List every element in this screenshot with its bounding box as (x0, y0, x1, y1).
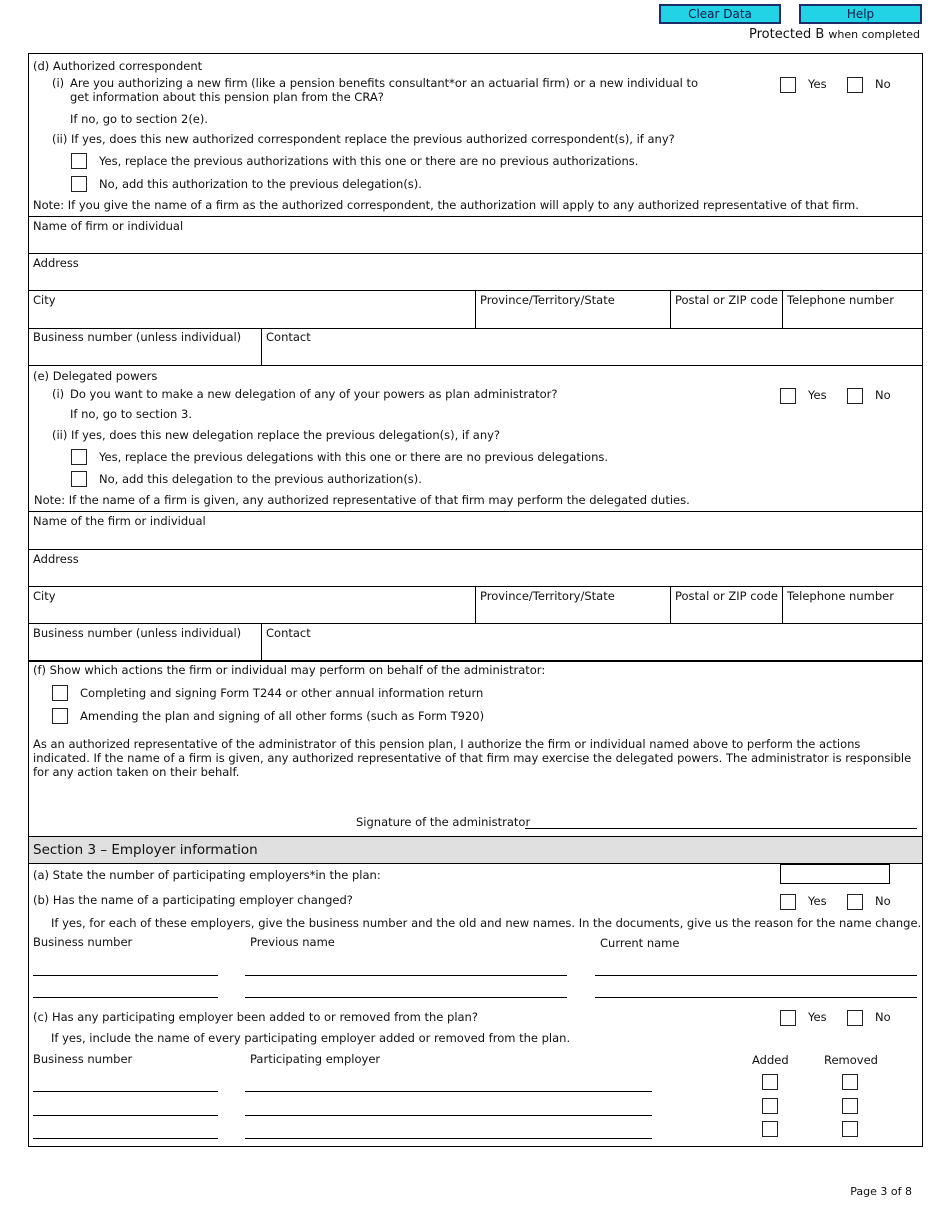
section-3c-no-checkbox[interactable] (847, 1010, 863, 1026)
participating-employer-column-label: Participating employer (250, 1052, 381, 1066)
section-d-phone-field[interactable] (784, 307, 920, 326)
added-checkbox-2[interactable] (762, 1098, 778, 1114)
added-checkbox-3[interactable] (762, 1121, 778, 1137)
section-3c-yes-checkbox[interactable] (780, 1010, 796, 1026)
section-e-opt1: Yes, replace the previous delegations with this one or there are no previous delegations. (99, 450, 609, 464)
no-label: No (875, 1010, 891, 1024)
protected-suffix: when completed (828, 28, 920, 41)
section-d-name-field[interactable] (30, 233, 920, 252)
section-e-q1-text: Do you want to make a new delegation of any of your powers as plan administrator? (70, 387, 558, 401)
section-d-opt2: No, add this authorization to the previous delegation(s). (99, 177, 422, 191)
added-checkbox-1[interactable] (762, 1074, 778, 1090)
section-e-contact-field[interactable] (263, 640, 920, 659)
section-d-phone-label: Telephone number (787, 293, 894, 307)
section-d-title: (d) Authorized correspondent (33, 59, 203, 73)
section-d-address-field[interactable] (30, 270, 920, 289)
section-e-bn-field[interactable] (30, 640, 259, 659)
removed-column-label: Removed (824, 1053, 878, 1067)
section-d-bn-label: Business number (unless individual) (33, 330, 242, 344)
employer-name-line-1[interactable] (245, 1091, 652, 1092)
section-e-q2: (ii) If yes, does this new delegation replace the previous delegation(s), if any? (52, 428, 501, 442)
section-d-province-label: Province/Territory/State (480, 293, 615, 307)
section-d-note: Note: If you give the name of a firm as the authorized correspondent, the authorization will apply to any authorized representative of that firm. (33, 198, 859, 212)
section-d-q1-num: (i) (52, 76, 65, 90)
previous-name-column-label: Previous name (250, 935, 335, 949)
section-e-q1-no-checkbox[interactable] (847, 388, 863, 404)
current-name-column-label: Current name (600, 936, 680, 950)
section-d-q1-yes-checkbox[interactable] (780, 77, 796, 93)
signature-line[interactable] (525, 828, 917, 829)
section-e-address-field[interactable] (30, 566, 920, 585)
clear-data-button[interactable]: Clear Data (659, 4, 781, 24)
section-e-q1-note: If no, go to section 3. (70, 407, 192, 421)
bn-column-label-2: Business number (33, 1052, 133, 1066)
section-e-opt2: No, add this delegation to the previous authorization(s). (99, 472, 422, 486)
section-3c-text: (c) Has any participating employer been added to or removed from the plan? (33, 1010, 478, 1024)
section-e-q1-num: (i) (52, 387, 65, 401)
section-e-address-label: Address (33, 552, 79, 566)
employer-count-field[interactable] (780, 864, 890, 884)
section-e-note: Note: If the name of a firm is given, any authorized representative of that firm may perform the delegated duties. (34, 493, 690, 507)
section-d-address-label: Address (33, 256, 79, 270)
yes-label: Yes (808, 388, 827, 402)
page-number: Page 3 of 8 (850, 1185, 912, 1198)
employer-bn-line-2[interactable] (33, 1115, 218, 1116)
section-e-name-label: Name of the firm or individual (33, 514, 206, 528)
name-change-bn-line-1[interactable] (33, 975, 218, 976)
section-3c-note: If yes, include the name of every participating employer added or removed from the plan. (51, 1031, 571, 1045)
section-f-opt1: Completing and signing Form T244 or other annual information return (80, 686, 484, 700)
section-f-title: (f) Show which actions the firm or individual may perform on behalf of the administrator: (33, 663, 546, 677)
section-d-postal-field[interactable] (672, 307, 780, 326)
section-3-header: Section 3 – Employer information (29, 836, 922, 864)
name-change-bn-line-2[interactable] (33, 997, 218, 998)
section-e-city-label: City (33, 589, 56, 603)
section-d-q2: (ii) If yes, does this new authorized correspondent replace the previous authorized correspondent(s), if any? (52, 132, 675, 146)
employer-name-line-2[interactable] (245, 1115, 652, 1116)
section-f-t244-checkbox[interactable] (52, 685, 68, 701)
previous-name-line-1[interactable] (245, 975, 567, 976)
section-e-add-checkbox[interactable] (71, 471, 87, 487)
no-label: No (875, 388, 891, 402)
section-e-q1-yes-checkbox[interactable] (780, 388, 796, 404)
section-e-title: (e) Delegated powers (33, 369, 158, 383)
employer-bn-line-3[interactable] (33, 1138, 218, 1139)
section-f-amend-checkbox[interactable] (52, 708, 68, 724)
yes-label: Yes (808, 1010, 827, 1024)
previous-name-line-2[interactable] (245, 997, 567, 998)
removed-checkbox-3[interactable] (842, 1121, 858, 1137)
section-d-contact-label: Contact (266, 330, 311, 344)
employer-bn-line-1[interactable] (33, 1091, 218, 1092)
employer-name-line-3[interactable] (245, 1138, 652, 1139)
protected-label (749, 27, 920, 42)
yes-label: Yes (808, 894, 827, 908)
section-3b-note: If yes, for each of these employers, give the business number and the old and new names. In the documents, give us the reason for the name change. (51, 916, 922, 930)
section-d-contact-field[interactable] (263, 344, 920, 363)
signature-label: Signature of the administrator (356, 815, 531, 829)
section-d-replace-checkbox[interactable] (71, 153, 87, 169)
section-3b-text: (b) Has the name of a participating employer changed? (33, 893, 353, 907)
removed-checkbox-2[interactable] (842, 1098, 858, 1114)
protected-text: Protected B (749, 27, 825, 42)
section-3b-yes-checkbox[interactable] (780, 894, 796, 910)
added-column-label: Added (752, 1053, 789, 1067)
section-f-opt2: Amending the plan and signing of all other forms (such as Form T920) (80, 709, 485, 723)
removed-checkbox-1[interactable] (842, 1074, 858, 1090)
section-e-phone-field[interactable] (784, 603, 920, 622)
section-e-city-field[interactable] (30, 603, 473, 622)
section-d-q1-no-checkbox[interactable] (847, 77, 863, 93)
section-d-bn-field[interactable] (30, 344, 259, 363)
section-d-q1-note: If no, go to section 2(e). (70, 112, 209, 126)
section-e-bn-label: Business number (unless individual) (33, 626, 242, 640)
section-d-province-field[interactable] (477, 307, 668, 326)
section-e-phone-label: Telephone number (787, 589, 894, 603)
section-d-city-field[interactable] (30, 307, 473, 326)
section-d-q1-text: Are you authorizing a new firm (like a pension benefits consultant*or an actuarial firm) or a new individual to get information about this pension plan from the CRA? (70, 76, 699, 104)
no-label: No (875, 894, 891, 908)
section-d-add-checkbox[interactable] (71, 176, 87, 192)
current-name-line-1[interactable] (595, 975, 917, 976)
section-3b-no-checkbox[interactable] (847, 894, 863, 910)
section-e-province-label: Province/Territory/State (480, 589, 615, 603)
yes-label: Yes (808, 77, 827, 91)
section-3a-text: (a) State the number of participating employers*in the plan: (33, 868, 381, 882)
current-name-line-2[interactable] (595, 997, 917, 998)
no-label: No (875, 77, 891, 91)
section-f-declaration: As an authorized representative of the administrator of this pension plan, I authorize the firm or individual named above to perform the actions indicated. If the name of a firm is given, any authorized representative of that firm may exercise the delegated powers. The administrator is responsible for any action taken on their behalf. (33, 737, 912, 779)
section-e-postal-field[interactable] (672, 603, 780, 622)
section-e-contact-label: Contact (266, 626, 311, 640)
help-button[interactable]: Help (799, 4, 922, 24)
section-d-postal-label: Postal or ZIP code (675, 293, 778, 307)
section-d-name-label: Name of firm or individual (33, 219, 184, 233)
section-d-city-label: City (33, 293, 56, 307)
section-e-replace-checkbox[interactable] (71, 449, 87, 465)
bn-column-label: Business number (33, 935, 133, 949)
section-e-postal-label: Postal or ZIP code (675, 589, 778, 603)
section-d-opt1: Yes, replace the previous authorizations with this one or there are no previous authorizations. (99, 154, 639, 168)
section-e-name-field[interactable] (30, 528, 920, 547)
section-e-province-field[interactable] (477, 603, 668, 622)
